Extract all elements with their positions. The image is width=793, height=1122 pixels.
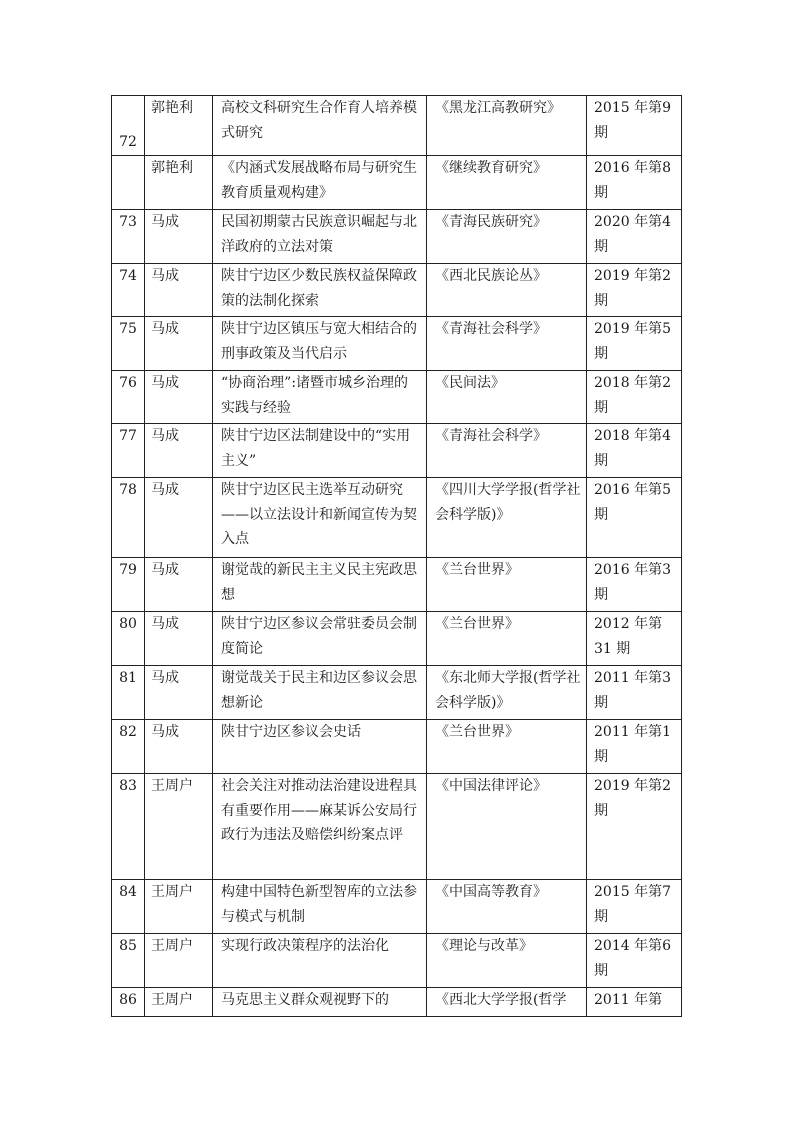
table-row [112,478,682,558]
title-cell: 构建中国特色新型智库的立法参与模式与机制 [213,880,427,934]
row-number: 82 [112,720,145,774]
journal-cell: 《民间法》 [427,371,587,424]
author-cell: 郭艳利 [145,156,213,210]
author-cell: 马成 [145,371,213,424]
title-cell: 高校文科研究生合作育人培养模式研究 [213,96,427,156]
issue-cell: 2012 年第31 期 [587,612,682,666]
table-row [112,371,682,424]
table-row [112,210,682,264]
title-cell: 陕甘宁边区参议会常驻委员会制度简论 [213,612,427,666]
row-number: 75 [112,317,145,371]
title-cell: 谢觉哉的新民主主义民主宪政思想 [213,558,427,612]
publication-table [111,95,682,1017]
row-number: 85 [112,934,145,988]
table-row [112,264,682,317]
title-cell: 谢觉哉关于民主和边区参议会思想新论 [213,666,427,720]
issue-cell: 2016 年第8 期 [587,156,682,210]
author-cell: 马成 [145,478,213,558]
table-row [112,988,682,1017]
author-cell: 王周户 [145,774,213,880]
issue-cell: 2015 年第7 期 [587,880,682,934]
journal-cell: 《兰台世界》 [427,720,587,774]
title-cell: 实现行政决策程序的法治化 [213,934,427,988]
table-row [112,612,682,666]
author-cell: 王周户 [145,880,213,934]
journal-cell: 《四川大学学报(哲学社会科学版)》 [427,478,587,558]
row-number: 83 [112,774,145,880]
journal-cell: 《东北师大学报(哲学社会科学版)》 [427,666,587,720]
issue-cell: 2014 年第6 期 [587,934,682,988]
journal-cell: 《西北民族论丛》 [427,264,587,317]
row-number: 79 [112,558,145,612]
journal-cell: 《青海社会科学》 [427,317,587,371]
journal-cell: 《青海民族研究》 [427,210,587,264]
author-cell: 王周户 [145,988,213,1017]
author-cell: 马成 [145,612,213,666]
row-number: 81 [112,666,145,720]
table-row [112,156,682,210]
row-number: 73 [112,210,145,264]
journal-cell: 《西北大学学报(哲学 [427,988,587,1017]
issue-cell: 2011 年第 [587,988,682,1017]
row-number: 84 [112,880,145,934]
table-row [112,558,682,612]
row-number [112,156,145,210]
table-row [112,774,682,880]
journal-cell: 《理论与改革》 [427,934,587,988]
author-cell: 马成 [145,210,213,264]
title-cell: 民国初期蒙古民族意识崛起与北洋政府的立法对策 [213,210,427,264]
journal-cell: 《兰台世界》 [427,558,587,612]
title-cell: 陕甘宁边区法制建设中的“实用主义” [213,424,427,478]
author-cell: 马成 [145,558,213,612]
issue-cell: 2019 年第2 期 [587,774,682,880]
table-row [112,934,682,988]
issue-cell: 2018 年第2 期 [587,371,682,424]
row-number: 76 [112,371,145,424]
journal-cell: 《兰台世界》 [427,612,587,666]
table-row [112,96,682,156]
issue-cell: 2016 年第5 期 [587,478,682,558]
row-number: 72 [112,96,145,156]
title-cell: 马克思主义群众观视野下的 [213,988,427,1017]
issue-cell: 2015 年第9 期 [587,96,682,156]
title-cell: 《内涵式发展战略布局与研究生教育质量观构建》 [213,156,427,210]
title-cell: “协商治理”:诸暨市城乡治理的实践与经验 [213,371,427,424]
author-cell: 马成 [145,424,213,478]
author-cell: 马成 [145,317,213,371]
journal-cell: 《继续教育研究》 [427,156,587,210]
title-cell: 陕甘宁边区民主选举互动研究——以立法设计和新闻宣传为契入点 [213,478,427,558]
row-number: 78 [112,478,145,558]
title-cell: 陕甘宁边区参议会史话 [213,720,427,774]
journal-cell: 《黑龙江高教研究》 [427,96,587,156]
table-row [112,880,682,934]
table-row [112,317,682,371]
row-number: 86 [112,988,145,1017]
row-number: 80 [112,612,145,666]
issue-cell: 2019 年第2 期 [587,264,682,317]
issue-cell: 2016 年第3 期 [587,558,682,612]
author-cell: 王周户 [145,934,213,988]
journal-cell: 《中国法律评论》 [427,774,587,880]
row-number: 74 [112,264,145,317]
table-row [112,720,682,774]
title-cell: 社会关注对推动法治建设进程具有重要作用——麻某诉公安局行政行为违法及赔偿纠纷案点评 [213,774,427,880]
author-cell: 马成 [145,720,213,774]
journal-cell: 《青海社会科学》 [427,424,587,478]
author-cell: 郭艳利 [145,96,213,156]
author-cell: 马成 [145,264,213,317]
row-number: 77 [112,424,145,478]
title-cell: 陕甘宁边区镇压与宽大相结合的刑事政策及当代启示 [213,317,427,371]
author-cell: 马成 [145,666,213,720]
journal-cell: 《中国高等教育》 [427,880,587,934]
issue-cell: 2018 年第4 期 [587,424,682,478]
table-row [112,424,682,478]
issue-cell: 2020 年第4 期 [587,210,682,264]
issue-cell: 2011 年第1 期 [587,720,682,774]
title-cell: 陕甘宁边区少数民族权益保障政策的法制化探索 [213,264,427,317]
issue-cell: 2019 年第5 期 [587,317,682,371]
table-row [112,666,682,720]
issue-cell: 2011 年第3 期 [587,666,682,720]
